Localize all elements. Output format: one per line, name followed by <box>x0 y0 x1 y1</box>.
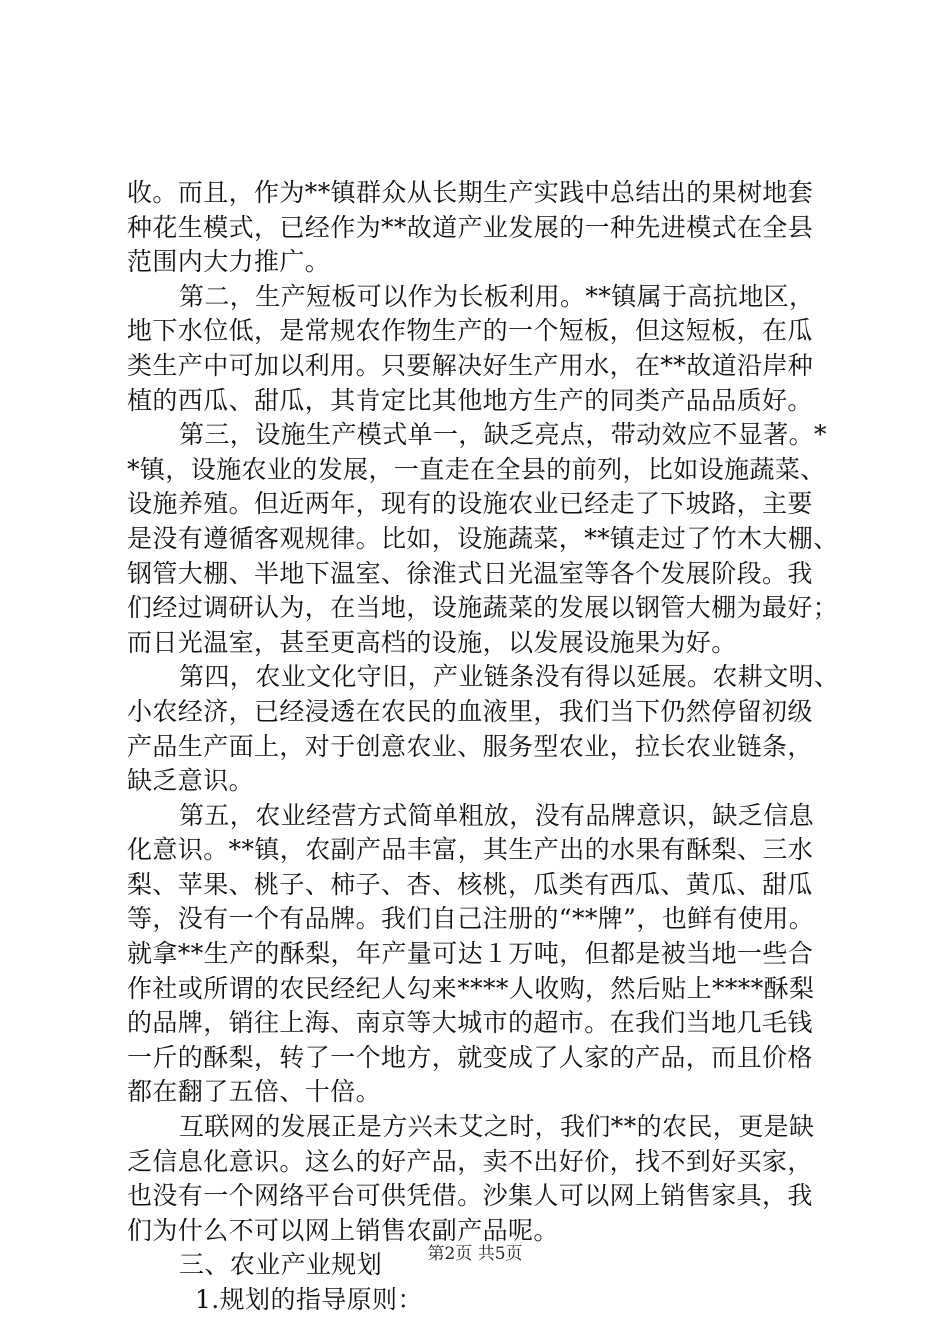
text-line: 等，没有一个有品牌。我们自己注册的“**牌”，也鲜有使用。 <box>127 904 815 934</box>
document-body <box>127 176 840 1318</box>
subsection-heading: 1.规划的指导原则： <box>195 1285 423 1314</box>
text-line: 种花生模式，已经作为**故道产业发展的一种先进模式在全县 <box>127 212 814 242</box>
text-line: 乏信息化意识。这么的好产品，卖不出好价，找不到好买家， <box>127 1146 813 1176</box>
paragraph-start-line: 第二，生产短板可以作为长板利用。**镇属于高抗地区， <box>179 281 815 311</box>
text-line: 就拿**生产的酥梨，年产量可达１万吨，但都是被当地一些合 <box>127 939 814 969</box>
text-line: 缺乏意识。 <box>127 766 255 796</box>
paragraph-start-line: 第四，农业文化守旧，产业链条没有得以延展。农耕文明、 <box>179 662 840 692</box>
text-line: 收。而且，作为**镇群众从长期生产实践中总结出的果树地套 <box>127 178 814 207</box>
text-line: 而日光温室，甚至更高档的设施，以发展设施果为好。 <box>127 627 737 657</box>
text-line: 的品牌，销往上海、南京等大城市的超市。在我们当地几毛钱 <box>127 1008 813 1038</box>
page-footer: 第2页 共5页 <box>427 1244 523 1264</box>
text-line: 植的西瓜、甜瓜，其肯定比其他地方生产的同类产品品质好。 <box>127 385 813 415</box>
text-line: 小农经济，已经浸透在农民的血液里，我们当下仍然停留初级 <box>127 696 813 726</box>
text-line: 产品生产面上，对于创意农业、服务型农业，拉长农业链条， <box>127 731 813 761</box>
paragraph-start-line: 第三，设施生产模式单一，缺乏亮点，带动效应不显著。* <box>179 420 827 450</box>
text-line: 化意识。**镇，农副产品丰富，其生产出的水果有酥梨、三水 <box>127 835 814 865</box>
text-line: 地下水位低，是常规农作物生产的一个短板，但这短板，在瓜 <box>127 316 813 346</box>
text-line: 也没有一个网络平台可供凭借。沙集人可以网上销售家具，我 <box>127 1181 813 1211</box>
text-line: 一斤的酥梨，转了一个地方，就变成了人家的产品，而且价格 <box>127 1042 813 1072</box>
text-line: 都在翻了五倍、十倍。 <box>127 1077 382 1107</box>
text-line: 是没有遵循客观规律。比如，设施蔬菜，**镇走过了竹木大棚、 <box>127 523 839 553</box>
text-line: *镇，设施农业的发展，一直走在全县的前列，比如设施蔬菜、 <box>127 454 826 484</box>
paragraph-start-line: 第五，农业经营方式简单粗放，没有品牌意识，缺乏信息 <box>179 800 815 830</box>
section-heading: 三、农业产业规划 <box>179 1250 383 1280</box>
text-line: 梨、苹果、桃子、柿子、杏、核桃，瓜类有西瓜、黄瓜、甜瓜 <box>127 869 813 899</box>
text-line: 们经过调研认为，在当地，设施蔬菜的发展以钢管大棚为最好； <box>127 593 839 623</box>
text-line: 设施养殖。但近两年，现有的设施农业已经走了下坡路，主要 <box>127 489 813 519</box>
paragraph-start-line: 互联网的发展正是方兴未艾之时，我们**的农民，更是缺 <box>179 1112 815 1142</box>
text-line: 类生产中可加以利用。只要解决好生产用水，在**故道沿岸种 <box>127 350 814 380</box>
text-line: 范围内大力推广。 <box>127 247 331 277</box>
text-line: 们为什么不可以网上销售农副产品呢。 <box>127 1215 559 1245</box>
text-line: 作社或所谓的农民经纪人勾来****人收购，然后贴上****酥梨 <box>127 973 815 1003</box>
text-line: 钢管大棚、半地下温室、徐淮式日光温室等各个发展阶段。我 <box>127 558 813 588</box>
